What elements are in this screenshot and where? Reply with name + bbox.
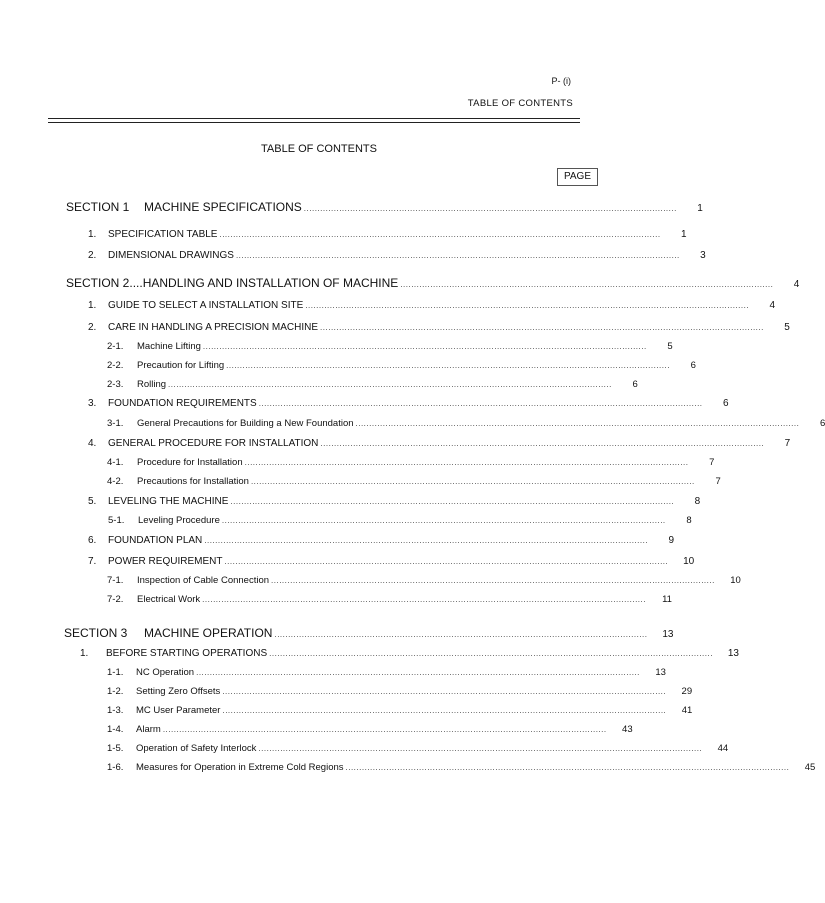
toc-entry-page: 7: [784, 438, 791, 449]
toc-entry-title: BEFORE STARTING OPERATIONS: [106, 648, 268, 659]
leader-dots: ...................................................................................................................................................................: [162, 725, 607, 734]
toc-entry: [88, 496, 701, 507]
toc-entry-page: 13: [727, 648, 739, 659]
toc-entry-page: 6: [690, 360, 696, 371]
toc-entry: [108, 515, 692, 526]
leader-dots: ...................................................................................................................................................................: [244, 458, 689, 467]
toc-entry-page: 6: [632, 379, 638, 390]
toc-entry-title: GENERAL PROCEDURE FOR INSTALLATION: [108, 438, 319, 449]
leader-dots: ...................................................................................................................................................................: [258, 399, 703, 408]
leader-dots: ...................................................................................................................................................................: [196, 668, 640, 677]
toc-entry: [88, 250, 706, 261]
toc-entry-page: 7: [709, 457, 715, 468]
toc-entry-page: 1: [697, 203, 703, 214]
toc-entry: [66, 200, 703, 214]
leader-dots: ...................................................................................................................................................................: [202, 342, 647, 351]
header-rule-thin: [48, 122, 580, 123]
toc-entry-number: 2.: [88, 250, 97, 261]
toc-entry-page: 41: [681, 705, 693, 716]
toc-entry-title: LEVELING THE MACHINE: [108, 496, 229, 507]
toc-entry: [88, 398, 729, 409]
toc-entry-number: 2.: [88, 322, 97, 333]
toc-entry-page: 5: [784, 322, 790, 333]
toc-entry-number: 7.: [88, 556, 97, 567]
toc-entry-title: Inspection of Cable Connection: [137, 575, 270, 586]
toc-entry-number: SECTION 3: [64, 626, 128, 640]
leader-dots: ..................................................................................................................................................................: [219, 230, 661, 239]
toc-entry-number: 1.: [88, 229, 97, 240]
leader-dots: ...................................................................................................................................................................: [269, 649, 713, 658]
toc-entry-page: 8: [694, 496, 701, 507]
leader-dots: ...................................................................................................................................................................: [222, 706, 667, 715]
leader-dots: ...................................................................................................................................................................: [224, 557, 669, 566]
toc-entry-number: 5.: [88, 496, 97, 507]
toc-entry-number: 1.: [88, 300, 97, 311]
toc-entry-title: GUIDE TO SELECT A INSTALLATION SITE: [108, 300, 304, 311]
toc-entry-title: Leveling Procedure: [138, 515, 220, 526]
leader-dots: ...................................................................................................................................................................: [221, 516, 666, 525]
leader-dots: .........................................................................................................................................: [274, 630, 648, 639]
leader-dots: ...................................................................................................................................................................: [202, 595, 646, 604]
toc-entry-page: 6: [820, 418, 825, 429]
toc-entry-page: 44: [717, 743, 729, 754]
toc-entry-number: 1-1.: [107, 667, 124, 678]
toc-entry-number: 2-2.: [107, 360, 124, 371]
toc-entry-title: FOUNDATION REQUIREMENTS: [108, 398, 257, 409]
toc-entry: [107, 594, 672, 605]
page-header-number: P- (i): [551, 76, 571, 86]
toc-entry-number: 7-2.: [107, 594, 124, 605]
toc-entry: [64, 626, 674, 640]
toc-entry-title: Measures for Operation in Extreme Cold Regions: [136, 762, 344, 773]
toc-entry-page: 6: [722, 398, 729, 409]
toc-entry-number: 5-1.: [108, 515, 125, 526]
toc-entry: [88, 300, 776, 311]
leader-dots: ...................................................................................................................................................................: [305, 301, 750, 310]
toc-entry-number: 3.: [88, 398, 97, 409]
leader-dots: ...................................................................................................................................................................: [320, 439, 765, 448]
toc-entry: [88, 229, 687, 240]
toc-entry-page: 10: [730, 575, 741, 586]
toc-entry-number: 1-5.: [107, 743, 124, 754]
toc-entry: [80, 648, 739, 659]
toc-entry-number: SECTION 2: [66, 276, 130, 290]
toc-entry-number: SECTION 1: [66, 200, 130, 214]
toc-entry-page: 9: [668, 535, 675, 546]
toc-entry-page: 7: [715, 476, 721, 487]
toc-entry-title: Precautions for Installation: [137, 476, 249, 487]
toc-entry: [107, 341, 673, 352]
toc-entry-number: 1-4.: [107, 724, 124, 735]
toc-entry-title: Operation of Safety Interlock: [136, 743, 257, 754]
leader-dots: ...................................................................................................................................................................: [345, 763, 790, 772]
toc-entry-title: DIMENSIONAL DRAWINGS: [108, 250, 234, 261]
toc-entry: [107, 724, 633, 735]
toc-entry-title: CARE IN HANDLING A PRECISION MACHINE: [108, 322, 319, 333]
leader-dots: ...................................................................................................................................................................: [258, 744, 703, 753]
toc-entry-page: 11: [662, 594, 672, 605]
toc-entry: [107, 476, 721, 487]
toc-entry-page: 3: [700, 250, 706, 261]
toc-entry-number: 1.: [80, 648, 89, 659]
toc-entry: [107, 457, 715, 468]
toc-entry-title: Rolling: [137, 379, 167, 390]
leader-dots: ...................................................................................................................................................................: [235, 251, 680, 260]
leader-dots: ...................................................................................................................................................................: [230, 497, 675, 506]
toc-entry-page: 8: [686, 515, 692, 526]
toc-entry-title: MC User Parameter: [136, 705, 221, 716]
toc-entry-title: Precaution for Lifting: [137, 360, 225, 371]
leader-dots: ...................................................................................................................................................................: [355, 419, 800, 428]
toc-entry: [88, 438, 791, 449]
toc-entry-page: 4: [793, 279, 800, 290]
toc-entry: [66, 276, 800, 290]
toc-entry-number: 2-3.: [107, 379, 124, 390]
toc-entry-title: General Precautions for Building a New Foundation: [137, 418, 354, 429]
toc-entry: [107, 667, 666, 678]
header-rule-thick: [48, 118, 580, 119]
toc-entry-title: Machine Lifting: [137, 341, 201, 352]
toc-entry-number: 1-2.: [107, 686, 124, 697]
toc-entry: [88, 556, 695, 567]
document-title: TABLE OF CONTENTS: [261, 143, 377, 155]
toc-entry-number: 4-1.: [107, 457, 124, 468]
toc-entry-number: 2-1.: [107, 341, 124, 352]
toc-entry-title: Procedure for Installation: [137, 457, 243, 468]
leader-dots: ...................................................................................................................................................................: [226, 361, 670, 370]
toc-entry: [107, 418, 825, 429]
toc-entry-number: 1-6.: [107, 762, 124, 773]
toc-entry-page: 43: [622, 724, 633, 735]
toc-entry: [107, 575, 741, 586]
toc-entry-page: 45: [804, 762, 816, 773]
toc-entry: [107, 705, 693, 716]
toc-entry-title: MACHINE OPERATION: [144, 626, 273, 640]
page-header-title: TABLE OF CONTENTS: [467, 98, 573, 109]
toc-entry: [88, 322, 790, 333]
toc-entry-title: Alarm: [136, 724, 161, 735]
toc-entry-title: FOUNDATION PLAN: [108, 535, 203, 546]
toc-entry-number: 6.: [88, 535, 97, 546]
toc-entry: [107, 379, 638, 390]
toc-entry-title: MACHINE SPECIFICATIONS: [144, 200, 302, 214]
toc-entry-page: 4: [769, 300, 776, 311]
toc-entry-page: 5: [667, 341, 673, 352]
toc-entry-page: 10: [683, 556, 695, 567]
leader-dots: ...................................................................................................................................................................: [250, 477, 695, 486]
leader-dots: ...................................................................................................................................................................: [204, 536, 649, 545]
leader-dots: ...................................................................................................................................................................: [168, 380, 612, 389]
toc-entry: [107, 743, 729, 754]
leader-dots: .........................................................................................................................................: [400, 280, 774, 289]
leader-dots: ...................................................................................................................................................................: [320, 323, 764, 332]
page-column-label: PAGE: [557, 168, 598, 186]
toc-entry-title: ....HANDLING AND INSTALLATION OF MACHINE: [129, 276, 399, 290]
toc-entry-number: 4-2.: [107, 476, 124, 487]
leader-dots: ...................................................................................................................................................................: [271, 576, 715, 585]
toc-entry-number: 1-3.: [107, 705, 124, 716]
toc-entry-title: POWER REQUIREMENT: [108, 556, 223, 567]
toc-entry-page: 13: [662, 629, 674, 640]
toc-entry-number: 3-1.: [107, 418, 124, 429]
toc-entry-number: 4.: [88, 438, 97, 449]
toc-entry-title: SPECIFICATION TABLE: [108, 229, 218, 240]
leader-dots: ...................................................................................................................................................................: [222, 687, 667, 696]
toc-entry: [107, 360, 696, 371]
toc-entry-page: 1: [680, 229, 687, 240]
toc-entry-page: 29: [681, 686, 693, 697]
toc-entry-number: 7-1.: [107, 575, 124, 586]
toc-entry-page: 13: [655, 667, 666, 678]
leader-dots: .........................................................................................................................................: [303, 204, 677, 213]
toc-entry: [107, 686, 693, 697]
toc-entry: [107, 762, 816, 773]
toc-entry-title: Setting Zero Offsets: [136, 686, 221, 697]
toc-entry-title: Electrical Work: [137, 594, 201, 605]
toc-entry-title: NC Operation: [136, 667, 195, 678]
toc-entry: [88, 535, 675, 546]
